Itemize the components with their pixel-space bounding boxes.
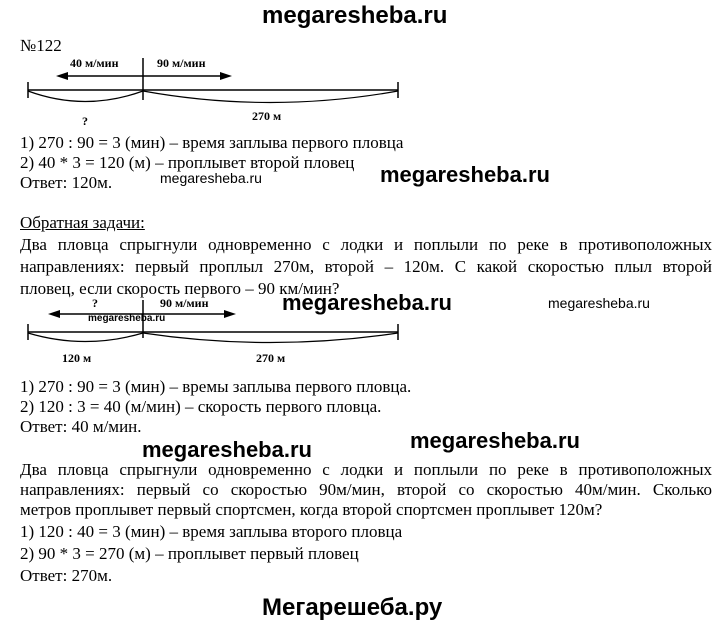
left-arrowhead-2 bbox=[48, 310, 60, 318]
diagram1-right-distance: 270 м bbox=[252, 109, 282, 123]
right-arrowhead-2 bbox=[224, 310, 236, 318]
watermark-mid2-big: megaresheba.ru bbox=[282, 290, 452, 315]
solution1-line1: 1) 270 : 90 = 3 (мин) – время заплыва первого пловца bbox=[20, 133, 404, 152]
right-brace bbox=[143, 91, 398, 103]
watermark-mid3-left: megaresheba.ru bbox=[142, 437, 312, 462]
solution2-line2: 2) 120 : 3 = 40 (м/мин) – скорость первого пловца. bbox=[20, 397, 382, 416]
solution2-answer: Ответ: 40 м/мин. bbox=[20, 417, 142, 436]
watermark-diagram-tiny: megaresheba.ru bbox=[88, 313, 166, 324]
task3-text-line3: метров проплывет первый спортсмен, когда второй спортсмен проплывет 120м? bbox=[20, 500, 603, 519]
watermark-mid1-small: megaresheba.ru bbox=[160, 170, 262, 186]
diagram1-left-distance: ? bbox=[82, 114, 88, 128]
solution1-answer: Ответ: 120м. bbox=[20, 173, 113, 192]
diagram2-left-speed: ? bbox=[92, 296, 98, 310]
watermark-mid2-small: megaresheba.ru bbox=[548, 295, 650, 311]
diagram1-right-speed: 90 м/мин bbox=[157, 56, 206, 70]
diagram2-right-speed: 90 м/мин bbox=[160, 296, 209, 310]
diagram2-right-distance: 270 м bbox=[256, 351, 286, 365]
solution3-line1: 1) 120 : 40 = 3 (мин) – время заплыва второго пловца bbox=[20, 522, 403, 541]
right-brace-2 bbox=[143, 333, 398, 343]
task-number: №122 bbox=[20, 36, 62, 55]
watermark-top: megaresheba.ru bbox=[262, 2, 448, 29]
diagram-1 bbox=[0, 50, 720, 140]
task3-text-line2: направлениях: первый со скоростью 90м/мин, второй со скоростью 40м/мин. Сколько bbox=[20, 480, 712, 499]
inverse-heading: Обратная задачи: bbox=[20, 213, 145, 232]
left-brace-2 bbox=[28, 333, 143, 342]
left-brace bbox=[28, 91, 143, 102]
watermark-bottom: Мегарешеба.ру bbox=[262, 594, 443, 621]
diagram2-left-distance: 120 м bbox=[62, 351, 92, 365]
solution1-line2: 2) 40 * 3 = 120 (м) – проплывет второй пловец bbox=[20, 153, 355, 172]
watermark-mid3-right: megaresheba.ru bbox=[410, 428, 580, 453]
inverse-text-line2: направлениях: первый проплыл 270м, второй – 120м. С какой скоростью плыл второй bbox=[20, 257, 712, 276]
inverse-text-line1: Два пловца спрыгнули одновременно с лодки и поплыли по реке в противоположных bbox=[20, 235, 712, 254]
solution2-line1: 1) 270 : 90 = 3 (мин) – времы заплыва первого пловца. bbox=[20, 377, 412, 396]
task3-text-line1: Два пловца спрыгнули одновременно с лодки и поплыли по реке в противоположных bbox=[20, 460, 712, 479]
right-arrowhead bbox=[220, 72, 232, 80]
inverse-text-line3: пловец, если скорость первого – 90 км/мин? bbox=[20, 279, 340, 298]
solution3-answer: Ответ: 270м. bbox=[20, 566, 113, 585]
solution3-line2: 2) 90 * 3 = 270 (м) – проплывет первый пловец bbox=[20, 544, 359, 563]
watermark-mid1-big: megaresheba.ru bbox=[380, 162, 550, 187]
diagram-2 bbox=[0, 296, 720, 366]
diagram1-left-speed: 40 м/мин bbox=[70, 56, 119, 70]
left-arrowhead bbox=[56, 72, 68, 80]
